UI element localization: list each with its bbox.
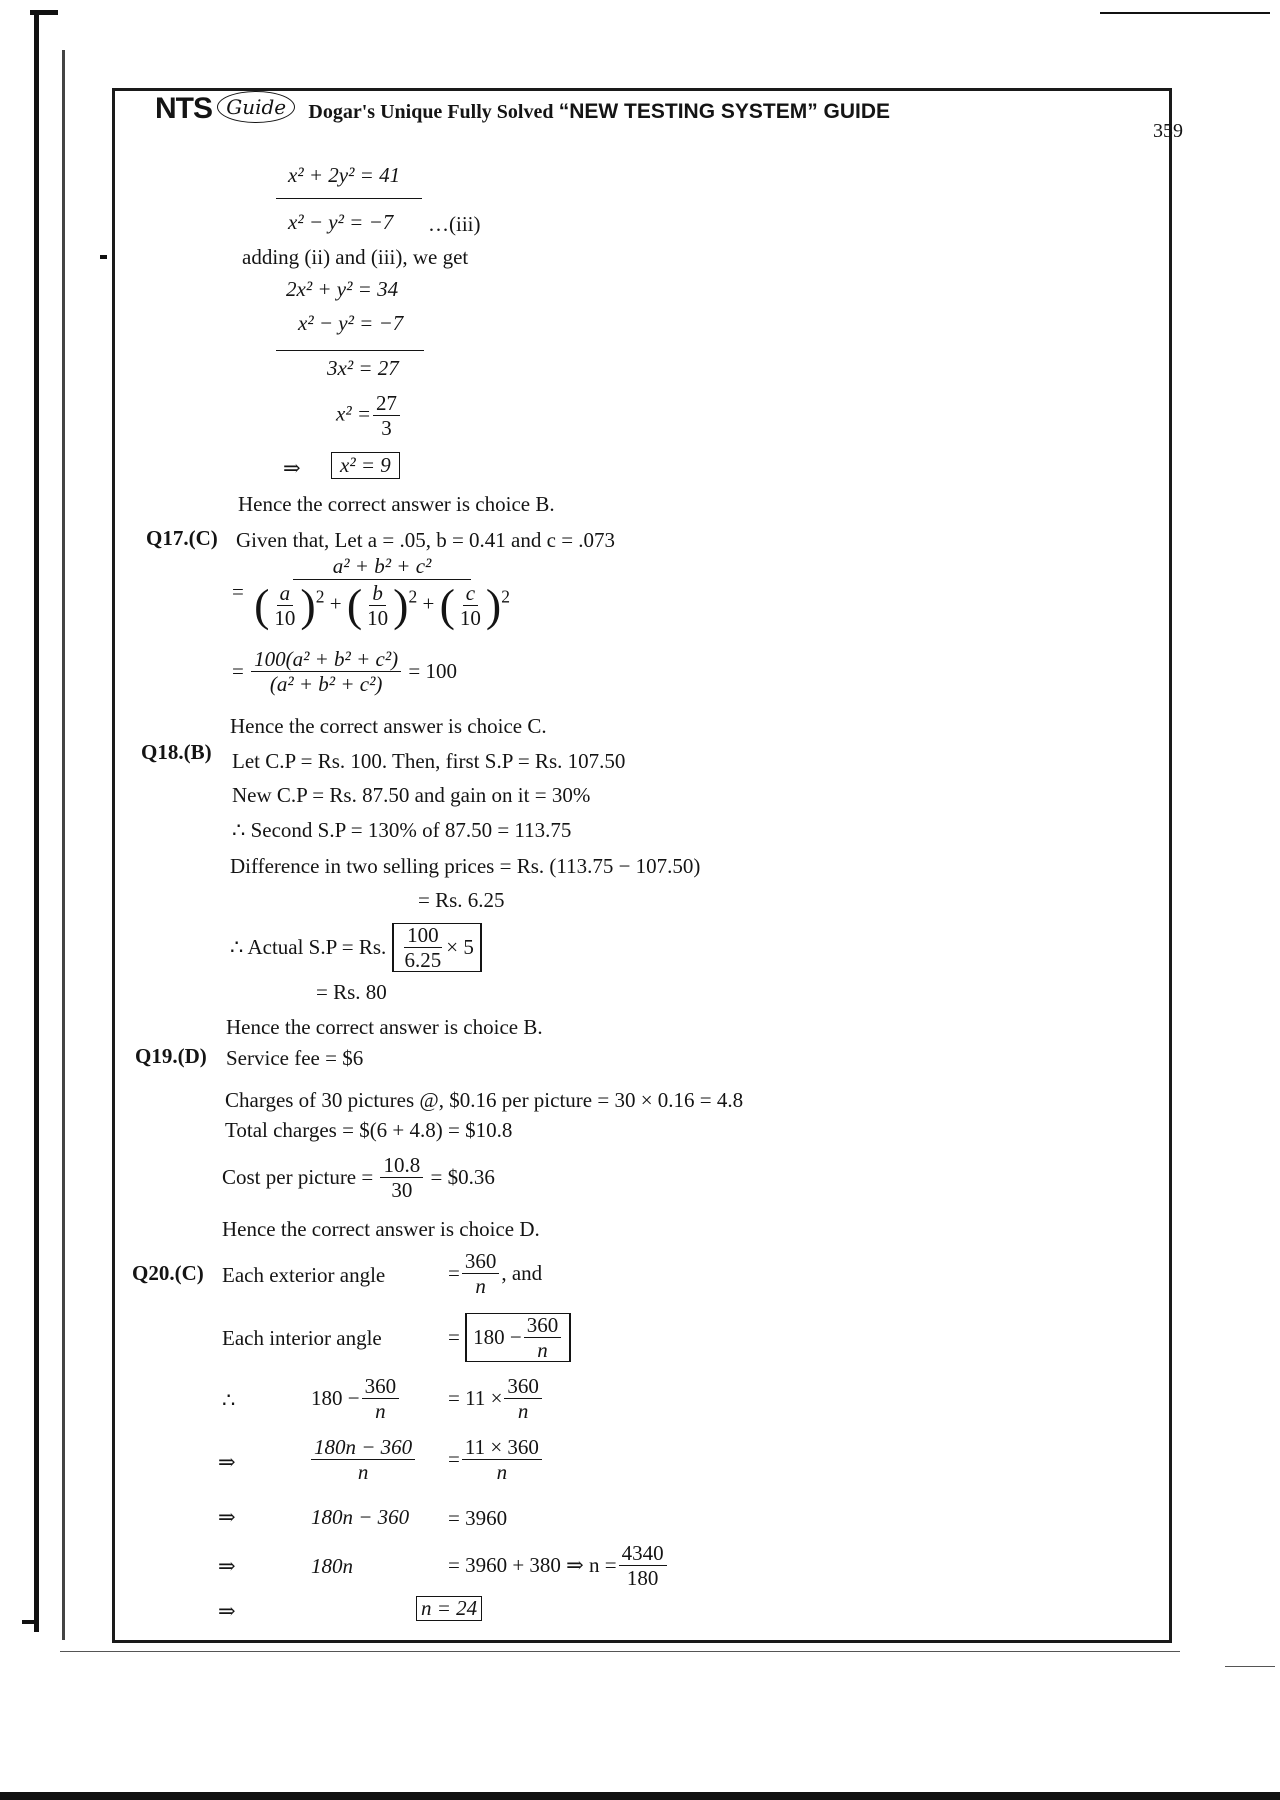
boxed-result: x² = 9 [331, 452, 400, 479]
binding-edge-mark [22, 1620, 38, 1624]
fraction-expression: = 11 × $\frac{360}{n}$ [448, 1375, 544, 1422]
implies-symbol: ⇒ [283, 456, 301, 480]
equation-line: x² − y² = −7 [298, 311, 404, 335]
implies-symbol: ⇒ [218, 1505, 236, 1529]
text-line: Charges of 30 pictures @, $0.16 per picture = 30 × 0.16 = 4.8 [225, 1088, 744, 1112]
equation-lhs: 180n [311, 1554, 353, 1578]
sum-rule [276, 350, 424, 351]
answer-line: Hence the correct answer is choice B. [238, 492, 555, 516]
text-line: ∴ Second S.P = 130% of 87.50 = 113.75 [232, 818, 572, 842]
boxed-result: n = 24 [416, 1596, 482, 1621]
implies-symbol: ⇒ [218, 1599, 236, 1623]
text-line: Each interior angle [222, 1326, 382, 1350]
scan-border-bottom [0, 1792, 1280, 1800]
question-label: Q17.(C) [146, 526, 218, 550]
header-title-main: “NEW TESTING SYSTEM” GUIDE [558, 100, 891, 123]
implies-symbol: ⇒ [218, 1554, 236, 1578]
answer-line: Hence the correct answer is choice D. [222, 1217, 540, 1241]
bottom-edge-line [60, 1651, 1180, 1652]
fraction-expression: Cost per picture = $\frac{10.8}{30}$ = $0.36 [222, 1153, 495, 1203]
fraction-expression: = $\frac{360}{n}$ , and [448, 1249, 543, 1299]
question-label: Q18.(B) [141, 740, 212, 764]
logo-nts: NTS [155, 92, 212, 125]
logo-guide: Guide [217, 91, 295, 123]
equation-tag: …(iii) [428, 212, 481, 236]
equation-line: 2x² + y² = 34 [286, 277, 399, 301]
text-line: Let C.P = Rs. 100. Then, first S.P = Rs. 107.50 [232, 749, 626, 773]
equation-rhs: = 3960 [448, 1506, 508, 1530]
fraction-expression: = $\frac{11 \times 360}{n}$ [448, 1436, 544, 1483]
sum-rule [276, 198, 422, 199]
equation-line: x² + 2y² = 41 [288, 163, 401, 187]
answer-line: Hence the correct answer is choice C. [230, 714, 547, 738]
text-line: = Rs. 6.25 [418, 888, 505, 912]
answer-line: Hence the correct answer is choice B. [226, 1015, 543, 1039]
binding-edge-mark [62, 50, 65, 1640]
equation-line: x² − y² = −7 [288, 210, 394, 234]
text-line: adding (ii) and (iii), we get [242, 245, 469, 269]
bottom-edge-line [1225, 1666, 1275, 1667]
fraction-expression: = a² + b² + c² ( $\frac{a}{10}$ )$^2$ + ( $\frac{b}{10}$ )$^2$ + ( $\frac{c}{10}$ )$^2$ [232, 554, 510, 631]
text-line: Difference in two selling prices = Rs. (113.75 − 107.50) [230, 854, 701, 878]
page-number: 359 [1153, 120, 1183, 142]
text-line: = Rs. 80 [316, 980, 387, 1004]
fraction-expression: = $\frac{\text{100(a² + b² + c²)}}{\text{(a² + b² + c²)}}$ = 100 [232, 647, 457, 697]
text-line: Given that, Let a = .05, b = 0.41 and c = .073 [236, 528, 616, 552]
header-title-prefix: Dogar's Unique Fully Solved [308, 101, 554, 123]
text-line: Total charges = $(6 + 4.8) = $10.8 [225, 1118, 513, 1142]
fraction-expression: ∴ Actual S.P = Rs. $\frac{100}{6.25}$ × 5 [230, 923, 482, 972]
question-label: Q19.(D) [135, 1044, 207, 1068]
top-edge-line [1100, 12, 1270, 14]
fraction-expression: = 3960 + 380 ⇒ n = $\frac{4340}{180}$ [448, 1542, 669, 1589]
fraction-expression: $\frac{180n - 360}{n}$ [309, 1436, 417, 1483]
equation-lhs: 180n − 360 [311, 1505, 410, 1529]
fraction-expression: 180 − $\frac{360}{n}$ [311, 1375, 401, 1422]
therefore-symbol: ∴ [222, 1388, 236, 1412]
fraction-expression: = 180 − $\frac{360}{n}$ [448, 1313, 571, 1362]
question-label: Q20.(C) [132, 1261, 204, 1285]
equation-line: 3x² = 27 [327, 356, 399, 380]
text-line: New C.P = Rs. 87.50 and gain on it = 30% [232, 783, 591, 807]
implies-symbol: ⇒ [218, 1450, 236, 1474]
binding-edge-mark [34, 12, 39, 1632]
text-line: Service fee = $6 [226, 1046, 364, 1070]
scan-dot [100, 255, 107, 259]
text-line: Each exterior angle [222, 1263, 386, 1287]
header [155, 94, 890, 124]
equation-line: x² = $\frac{27}{3}$ [336, 392, 402, 439]
